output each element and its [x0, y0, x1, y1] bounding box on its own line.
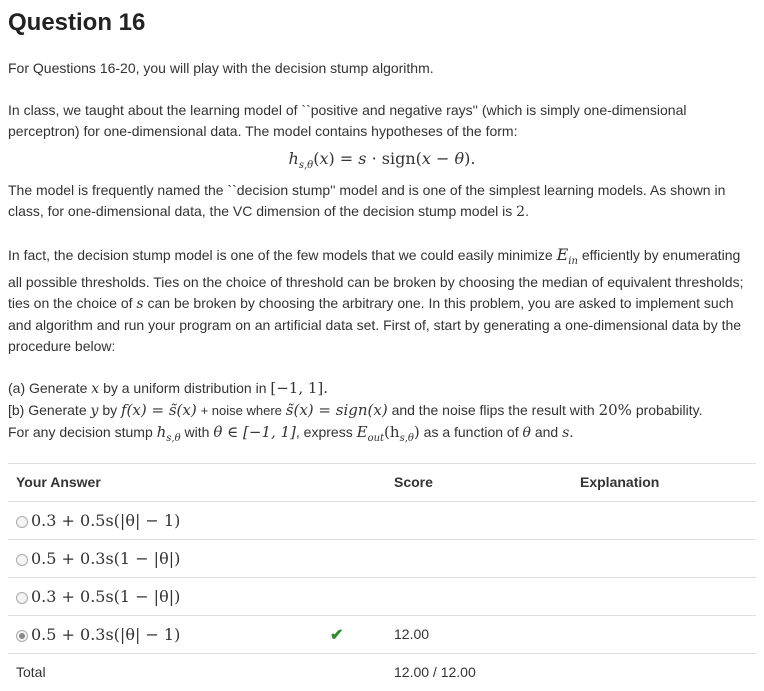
intro-text: For Questions 16-20, you will play with the decision stump algorithm.: [8, 60, 434, 76]
step-b: [b) Generate y by f(x) = s̃(x) + noise where s̃(x) = sign(x) and the noise flips the result with 20% probability.: [8, 400, 703, 419]
table-row: [8, 501, 756, 539]
vc-dimension-value: 2: [516, 204, 526, 220]
total-value: 12.00 / 12.00: [386, 653, 572, 691]
explanation-cell: [572, 577, 756, 615]
checkmark-icon: ✔: [330, 626, 344, 644]
table-row: [8, 539, 756, 577]
total-row: [8, 653, 756, 691]
col-your-answer: Your Answer: [8, 463, 386, 501]
radio-button[interactable]: [16, 554, 28, 566]
option-text: 0.3 + 0.5s(|θ| − 1): [31, 510, 181, 530]
radio-button[interactable]: [16, 592, 28, 604]
table-row: [8, 615, 756, 653]
score-cell: [386, 501, 572, 539]
explanation-cell: [572, 539, 756, 577]
total-label: Total: [8, 653, 386, 691]
hypothesis-formula: $h_{s,\theta}(x) = s$ · sign(x − θ).: [288, 149, 476, 172]
explanation-cell: [572, 615, 756, 653]
score-cell: [386, 577, 572, 615]
option-text: 0.5 + 0.3s(1 − |θ|): [31, 548, 181, 568]
radio-button[interactable]: [16, 516, 28, 528]
question-title: Question 16: [8, 9, 146, 36]
answer-option-2: [8, 539, 386, 577]
col-explanation: Explanation: [572, 463, 756, 501]
table-row: [8, 577, 756, 615]
answer-table: [8, 463, 756, 691]
paragraph-rays: In class, we taught about the learning model of ``positive and negative rays'' (which is simply one-dimensional perceptron) for one-dimensional data. The model contains hypotheses of the form:: [8, 102, 687, 139]
explanation-cell: [572, 501, 756, 539]
score-cell: [386, 539, 572, 577]
step-c: For any decision stump $h_{s,\theta}$ with θ ∈ [−1, 1], express $E_{out}(h_{s,\theta})$ as a function of θ and s.: [8, 422, 574, 444]
explanation-cell: [572, 653, 756, 691]
option-text: 0.5 + 0.3s(|θ| − 1): [31, 624, 181, 644]
radio-button-selected[interactable]: [16, 630, 28, 642]
answer-option-1: [8, 501, 386, 539]
answer-option-3: [8, 577, 386, 615]
col-score: Score: [386, 463, 572, 501]
option-text: 0.3 + 0.5s(1 − |θ|): [31, 586, 181, 606]
paragraph-stump: The model is frequently named the ``decision stump'' model and is one of the simplest learning models. As shown in class, for one-dimensional data, the VC dimension of the decision stump model is 2.: [8, 182, 726, 220]
answer-option-4: [8, 615, 386, 653]
paragraph-procedure: In fact, the decision stump model is one of the few models that we could easily minimize $E_{in}$ efficiently by enumerating all possible thresholds. Ties on the choice of threshold can be broken by choosing the median of equivalent thresholds; ties on the choice of s can be broken by choosing the arbitrary one. In this problem, you are asked to implement such and algorithm and run your program on an artificial data set. First of, start by generating a one-dimensional data by the procedure below:: [8, 245, 744, 354]
table-header-row: [8, 463, 756, 501]
step-a: (a) Generate x by a uniform distribution in [−1, 1].: [8, 378, 329, 397]
score-cell: 12.00: [386, 615, 572, 653]
